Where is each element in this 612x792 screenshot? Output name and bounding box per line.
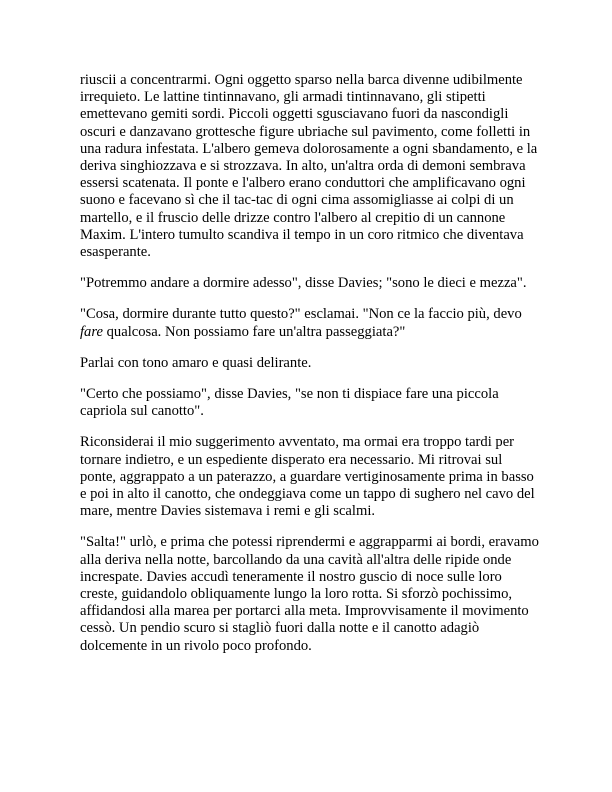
paragraph-7: "Salta!" urlò, e prima che potessi riprendermi e aggrapparmi ai bordi, eravamo alla deriva nella notte, barcollando da una cavità all'altra delle ripide onde increspate. Davies accudì teneramente il nostro guscio di noce sulle loro creste, guidandolo obliquamente lungo la loro rotta. Si sforzò pochissimo, affidandosi alla marea per portarci alla meta. Improvvisamente il movimento cessò. Un pendio scuro si stagliò fuori dalla notte e il canotto adagiò dolcemente in un rivolo poco profondo. bbox=[80, 534, 539, 654]
paragraph-2: "Potremmo andare a dormire adesso", disse Davies; "sono le dieci e mezza". bbox=[80, 275, 527, 292]
document-page bbox=[80, 72, 540, 669]
paragraph-6: Riconsiderai il mio suggerimento avventato, ma ormai era troppo tardi per tornare indietro, e un espediente disperato era necessario. Mi ritrovai sul ponte, aggrappato a un paterazzo, a guardare vertiginosamente prima in basso e poi in alto il canotto, che ondeggiava come un tappo di sughero nel cavo del mare, mentre Davies sistemava i remi e gli scalmi. bbox=[80, 434, 535, 520]
paragraph-1: riuscii a concentrarmi. Ogni oggetto sparso nella barca divenne udibilmente irrequieto. Le lattine tintinnavano, gli armadi tintinnavano, gli stipetti emettevano gemiti sordi. Piccoli oggetti sgusciavano fuori da nascondigli oscuri e danzavano grottesche figure ubriache sul pavimento, come folletti in una radura infestata. L'albero gemeva dolorosamente a ogni sbandamento, e la deriva singhiozzava e si strozzava. In alto, un'altra orda di demoni sembrava essersi scatenata. Il ponte e l'albero erano conduttori che amplificavano ogni suono e facevano sì che il tac-tac di ogni cima assomigliasse ai colpi di un martello, e il fruscio delle drizze contro l'albero al crepitio di un cannone Maxim. L'intero tumulto scandiva il tempo in un coro ritmico che diventava esasperante. bbox=[80, 72, 538, 261]
paragraph-5: "Certo che possiamo", disse Davies, "se non ti dispiace fare una piccola capriola sul canotto". bbox=[80, 386, 499, 420]
paragraph-4: Parlai con tono amaro e quasi delirante. bbox=[80, 354, 312, 371]
paragraph-3-italic: fare bbox=[80, 323, 103, 340]
paragraph-3-after: qualcosa. Non possiamo fare un'altra passeggiata?" bbox=[102, 323, 406, 340]
paragraph-3 bbox=[80, 306, 540, 340]
paragraph-3-before: "Cosa, dormire durante tutto questo?" esclamai. "Non ce la faccio più, devo bbox=[80, 306, 522, 323]
